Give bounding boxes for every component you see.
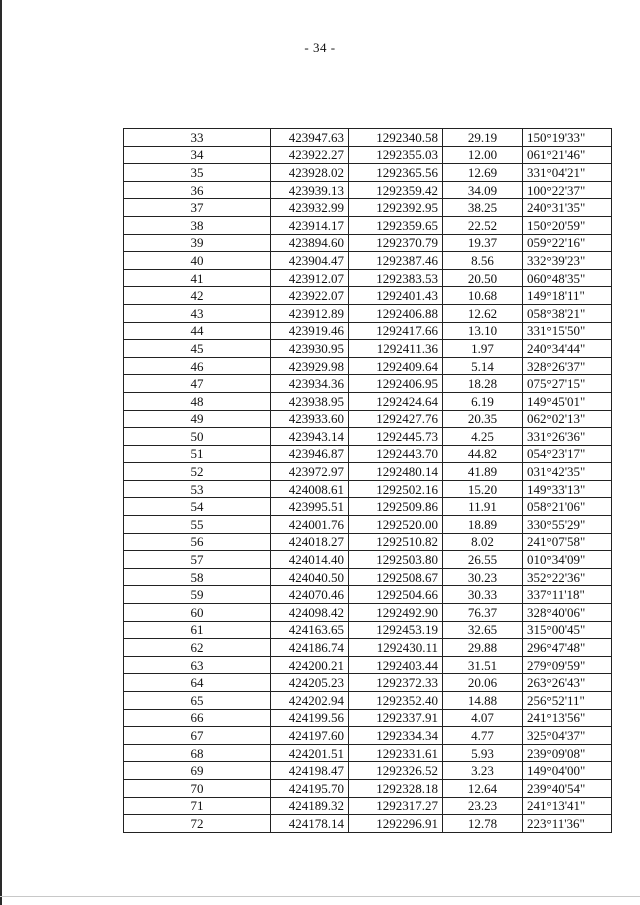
table-row (124, 234, 612, 252)
point-number-cell: 47 (124, 375, 271, 393)
x-coordinate-cell: 424163.65 (271, 621, 349, 639)
y-coordinate-cell: 1292403.44 (349, 656, 443, 674)
y-coordinate-cell: 1292355.03 (349, 146, 443, 164)
point-number-cell: 63 (124, 656, 271, 674)
azimuth-cell: 062°02'13" (523, 410, 612, 428)
azimuth-cell: 149°33'13" (523, 480, 612, 498)
distance-cell: 20.50 (443, 269, 523, 287)
table-row (124, 762, 612, 780)
azimuth-cell: 075°27'15" (523, 375, 612, 393)
y-coordinate-cell: 1292401.43 (349, 287, 443, 305)
table-row (124, 779, 612, 797)
azimuth-cell: 328°26'37" (523, 357, 612, 375)
distance-cell: 18.28 (443, 375, 523, 393)
table-row (124, 621, 612, 639)
table-row (124, 445, 612, 463)
y-coordinate-cell: 1292508.67 (349, 568, 443, 586)
y-coordinate-cell: 1292503.80 (349, 551, 443, 569)
point-number-cell: 35 (124, 164, 271, 182)
distance-cell: 29.19 (443, 129, 523, 147)
azimuth-cell: 331°15'50" (523, 322, 612, 340)
y-coordinate-cell: 1292328.18 (349, 779, 443, 797)
point-number-cell: 54 (124, 498, 271, 516)
table-row (124, 586, 612, 604)
azimuth-cell: 149°18'11" (523, 287, 612, 305)
distance-cell: 4.25 (443, 428, 523, 446)
distance-cell: 1.97 (443, 340, 523, 358)
point-number-cell: 68 (124, 744, 271, 762)
y-coordinate-cell: 1292430.11 (349, 639, 443, 657)
azimuth-cell: 337°11'18" (523, 586, 612, 604)
y-coordinate-cell: 1292352.40 (349, 692, 443, 710)
distance-cell: 15.20 (443, 480, 523, 498)
point-number-cell: 51 (124, 445, 271, 463)
distance-cell: 4.07 (443, 709, 523, 727)
point-number-cell: 39 (124, 234, 271, 252)
distance-cell: 10.68 (443, 287, 523, 305)
table-row (124, 797, 612, 815)
point-number-cell: 52 (124, 463, 271, 481)
y-coordinate-cell: 1292409.64 (349, 357, 443, 375)
azimuth-cell: 100°22'37" (523, 181, 612, 199)
azimuth-cell: 296°47'48" (523, 639, 612, 657)
scan-edge (0, 0, 2, 905)
distance-cell: 5.93 (443, 744, 523, 762)
y-coordinate-cell: 1292502.16 (349, 480, 443, 498)
azimuth-cell: 240°34'44" (523, 340, 612, 358)
table-row (124, 287, 612, 305)
table-row (124, 674, 612, 692)
point-number-cell: 44 (124, 322, 271, 340)
azimuth-cell: 223°11'36" (523, 815, 612, 833)
table-row (124, 375, 612, 393)
x-coordinate-cell: 424098.42 (271, 604, 349, 622)
x-coordinate-cell: 424008.61 (271, 480, 349, 498)
point-number-cell: 64 (124, 674, 271, 692)
x-coordinate-cell: 424201.51 (271, 744, 349, 762)
table-row (124, 656, 612, 674)
y-coordinate-cell: 1292317.27 (349, 797, 443, 815)
x-coordinate-cell: 423912.89 (271, 304, 349, 322)
azimuth-cell: 058°38'21" (523, 304, 612, 322)
point-number-cell: 38 (124, 216, 271, 234)
y-coordinate-cell: 1292337.91 (349, 709, 443, 727)
point-number-cell: 59 (124, 586, 271, 604)
distance-cell: 34.09 (443, 181, 523, 199)
point-number-cell: 42 (124, 287, 271, 305)
y-coordinate-cell: 1292520.00 (349, 516, 443, 534)
distance-cell: 38.25 (443, 199, 523, 217)
table-row (124, 428, 612, 446)
table-row (124, 216, 612, 234)
azimuth-cell: 331°26'36" (523, 428, 612, 446)
distance-cell: 41.89 (443, 463, 523, 481)
bottom-rule (0, 896, 640, 897)
table-row (124, 551, 612, 569)
azimuth-cell: 240°31'35" (523, 199, 612, 217)
y-coordinate-cell: 1292365.56 (349, 164, 443, 182)
table-row (124, 463, 612, 481)
azimuth-cell: 330°55'29" (523, 516, 612, 534)
distance-cell: 44.82 (443, 445, 523, 463)
point-number-cell: 65 (124, 692, 271, 710)
x-coordinate-cell: 424199.56 (271, 709, 349, 727)
table-row (124, 709, 612, 727)
distance-cell: 30.33 (443, 586, 523, 604)
azimuth-cell: 263°26'43" (523, 674, 612, 692)
point-number-cell: 37 (124, 199, 271, 217)
x-coordinate-cell: 423912.07 (271, 269, 349, 287)
y-coordinate-cell: 1292504.66 (349, 586, 443, 604)
distance-cell: 76.37 (443, 604, 523, 622)
x-coordinate-cell: 424001.76 (271, 516, 349, 534)
x-coordinate-cell: 423938.95 (271, 392, 349, 410)
y-coordinate-cell: 1292359.42 (349, 181, 443, 199)
point-number-cell: 48 (124, 392, 271, 410)
x-coordinate-cell: 424178.14 (271, 815, 349, 833)
table-row (124, 480, 612, 498)
y-coordinate-cell: 1292424.64 (349, 392, 443, 410)
azimuth-cell: 328°40'06" (523, 604, 612, 622)
y-coordinate-cell: 1292445.73 (349, 428, 443, 446)
x-coordinate-cell: 423943.14 (271, 428, 349, 446)
coordinates-table (123, 128, 612, 833)
x-coordinate-cell: 424202.94 (271, 692, 349, 710)
x-coordinate-cell: 424186.74 (271, 639, 349, 657)
azimuth-cell: 031°42'35" (523, 463, 612, 481)
x-coordinate-cell: 424200.21 (271, 656, 349, 674)
azimuth-cell: 241°13'56" (523, 709, 612, 727)
y-coordinate-cell: 1292411.36 (349, 340, 443, 358)
point-number-cell: 43 (124, 304, 271, 322)
distance-cell: 3.23 (443, 762, 523, 780)
point-number-cell: 60 (124, 604, 271, 622)
point-number-cell: 49 (124, 410, 271, 428)
point-number-cell: 61 (124, 621, 271, 639)
table-row (124, 304, 612, 322)
y-coordinate-cell: 1292340.58 (349, 129, 443, 147)
table-row (124, 269, 612, 287)
distance-cell: 12.00 (443, 146, 523, 164)
azimuth-cell: 239°40'54" (523, 779, 612, 797)
azimuth-cell: 150°19'33" (523, 129, 612, 147)
azimuth-cell: 325°04'37" (523, 727, 612, 745)
point-number-cell: 41 (124, 269, 271, 287)
point-number-cell: 62 (124, 639, 271, 657)
distance-cell: 18.89 (443, 516, 523, 534)
y-coordinate-cell: 1292509.86 (349, 498, 443, 516)
azimuth-cell: 010°34'09" (523, 551, 612, 569)
table-row (124, 146, 612, 164)
x-coordinate-cell: 423933.60 (271, 410, 349, 428)
x-coordinate-cell: 423919.46 (271, 322, 349, 340)
distance-cell: 14.88 (443, 692, 523, 710)
azimuth-cell: 331°04'21" (523, 164, 612, 182)
y-coordinate-cell: 1292383.53 (349, 269, 443, 287)
distance-cell: 12.69 (443, 164, 523, 182)
point-number-cell: 70 (124, 779, 271, 797)
table-row (124, 164, 612, 182)
x-coordinate-cell: 423922.07 (271, 287, 349, 305)
azimuth-cell: 150°20'59" (523, 216, 612, 234)
distance-cell: 12.78 (443, 815, 523, 833)
y-coordinate-cell: 1292331.61 (349, 744, 443, 762)
table-row (124, 516, 612, 534)
y-coordinate-cell: 1292387.46 (349, 252, 443, 270)
azimuth-cell: 279°09'59" (523, 656, 612, 674)
table-row (124, 392, 612, 410)
distance-cell: 4.77 (443, 727, 523, 745)
x-coordinate-cell: 423946.87 (271, 445, 349, 463)
table-row (124, 322, 612, 340)
x-coordinate-cell: 424197.60 (271, 727, 349, 745)
table-row (124, 340, 612, 358)
x-coordinate-cell: 423934.36 (271, 375, 349, 393)
table-row (124, 410, 612, 428)
azimuth-cell: 315°00'45" (523, 621, 612, 639)
y-coordinate-cell: 1292510.82 (349, 533, 443, 551)
x-coordinate-cell: 423904.47 (271, 252, 349, 270)
azimuth-cell: 352°22'36" (523, 568, 612, 586)
azimuth-cell: 256°52'11" (523, 692, 612, 710)
point-number-cell: 53 (124, 480, 271, 498)
y-coordinate-cell: 1292417.66 (349, 322, 443, 340)
y-coordinate-cell: 1292406.95 (349, 375, 443, 393)
x-coordinate-cell: 423922.27 (271, 146, 349, 164)
x-coordinate-cell: 423928.02 (271, 164, 349, 182)
point-number-cell: 33 (124, 129, 271, 147)
distance-cell: 26.55 (443, 551, 523, 569)
point-number-cell: 57 (124, 551, 271, 569)
x-coordinate-cell: 423929.98 (271, 357, 349, 375)
point-number-cell: 36 (124, 181, 271, 199)
point-number-cell: 45 (124, 340, 271, 358)
x-coordinate-cell: 424198.47 (271, 762, 349, 780)
table-row (124, 252, 612, 270)
azimuth-cell: 332°39'23" (523, 252, 612, 270)
distance-cell: 5.14 (443, 357, 523, 375)
page-number: - 34 - (304, 40, 336, 55)
distance-cell: 23.23 (443, 797, 523, 815)
azimuth-cell: 241°13'41" (523, 797, 612, 815)
azimuth-cell: 054°23'17" (523, 445, 612, 463)
y-coordinate-cell: 1292296.91 (349, 815, 443, 833)
x-coordinate-cell: 423995.51 (271, 498, 349, 516)
distance-cell: 6.19 (443, 392, 523, 410)
x-coordinate-cell: 424014.40 (271, 551, 349, 569)
y-coordinate-cell: 1292334.34 (349, 727, 443, 745)
distance-cell: 12.62 (443, 304, 523, 322)
x-coordinate-cell: 424189.32 (271, 797, 349, 815)
y-coordinate-cell: 1292427.76 (349, 410, 443, 428)
x-coordinate-cell: 424205.23 (271, 674, 349, 692)
table-row (124, 815, 612, 833)
azimuth-cell: 239°09'08" (523, 744, 612, 762)
y-coordinate-cell: 1292492.90 (349, 604, 443, 622)
point-number-cell: 34 (124, 146, 271, 164)
coordinates-table-body (124, 129, 612, 833)
point-number-cell: 58 (124, 568, 271, 586)
azimuth-cell: 241°07'58" (523, 533, 612, 551)
table-row (124, 604, 612, 622)
point-number-cell: 40 (124, 252, 271, 270)
table-row (124, 498, 612, 516)
distance-cell: 32.65 (443, 621, 523, 639)
y-coordinate-cell: 1292372.33 (349, 674, 443, 692)
distance-cell: 19.37 (443, 234, 523, 252)
distance-cell: 30.23 (443, 568, 523, 586)
x-coordinate-cell: 423930.95 (271, 340, 349, 358)
table-row (124, 129, 612, 147)
x-coordinate-cell: 424018.27 (271, 533, 349, 551)
point-number-cell: 55 (124, 516, 271, 534)
azimuth-cell: 149°04'00" (523, 762, 612, 780)
azimuth-cell: 149°45'01" (523, 392, 612, 410)
distance-cell: 11.91 (443, 498, 523, 516)
y-coordinate-cell: 1292370.79 (349, 234, 443, 252)
point-number-cell: 67 (124, 727, 271, 745)
y-coordinate-cell: 1292443.70 (349, 445, 443, 463)
azimuth-cell: 058°21'06" (523, 498, 612, 516)
table-row (124, 533, 612, 551)
point-number-cell: 72 (124, 815, 271, 833)
table-row (124, 639, 612, 657)
point-number-cell: 66 (124, 709, 271, 727)
azimuth-cell: 061°21'46" (523, 146, 612, 164)
point-number-cell: 50 (124, 428, 271, 446)
distance-cell: 29.88 (443, 639, 523, 657)
table-row (124, 199, 612, 217)
x-coordinate-cell: 423894.60 (271, 234, 349, 252)
y-coordinate-cell: 1292453.19 (349, 621, 443, 639)
distance-cell: 20.35 (443, 410, 523, 428)
distance-cell: 22.52 (443, 216, 523, 234)
x-coordinate-cell: 423947.63 (271, 129, 349, 147)
x-coordinate-cell: 423914.17 (271, 216, 349, 234)
table-row (124, 568, 612, 586)
point-number-cell: 56 (124, 533, 271, 551)
azimuth-cell: 060°48'35" (523, 269, 612, 287)
table-row (124, 357, 612, 375)
point-number-cell: 46 (124, 357, 271, 375)
x-coordinate-cell: 424040.50 (271, 568, 349, 586)
distance-cell: 31.51 (443, 656, 523, 674)
x-coordinate-cell: 424070.46 (271, 586, 349, 604)
distance-cell: 12.64 (443, 779, 523, 797)
x-coordinate-cell: 423932.99 (271, 199, 349, 217)
x-coordinate-cell: 423939.13 (271, 181, 349, 199)
y-coordinate-cell: 1292480.14 (349, 463, 443, 481)
distance-cell: 8.02 (443, 533, 523, 551)
y-coordinate-cell: 1292359.65 (349, 216, 443, 234)
x-coordinate-cell: 424195.70 (271, 779, 349, 797)
distance-cell: 20.06 (443, 674, 523, 692)
distance-cell: 8.56 (443, 252, 523, 270)
table-row (124, 181, 612, 199)
table-row (124, 744, 612, 762)
azimuth-cell: 059°22'16" (523, 234, 612, 252)
point-number-cell: 71 (124, 797, 271, 815)
table-row (124, 692, 612, 710)
y-coordinate-cell: 1292392.95 (349, 199, 443, 217)
x-coordinate-cell: 423972.97 (271, 463, 349, 481)
point-number-cell: 69 (124, 762, 271, 780)
y-coordinate-cell: 1292326.52 (349, 762, 443, 780)
table-row (124, 727, 612, 745)
y-coordinate-cell: 1292406.88 (349, 304, 443, 322)
distance-cell: 13.10 (443, 322, 523, 340)
